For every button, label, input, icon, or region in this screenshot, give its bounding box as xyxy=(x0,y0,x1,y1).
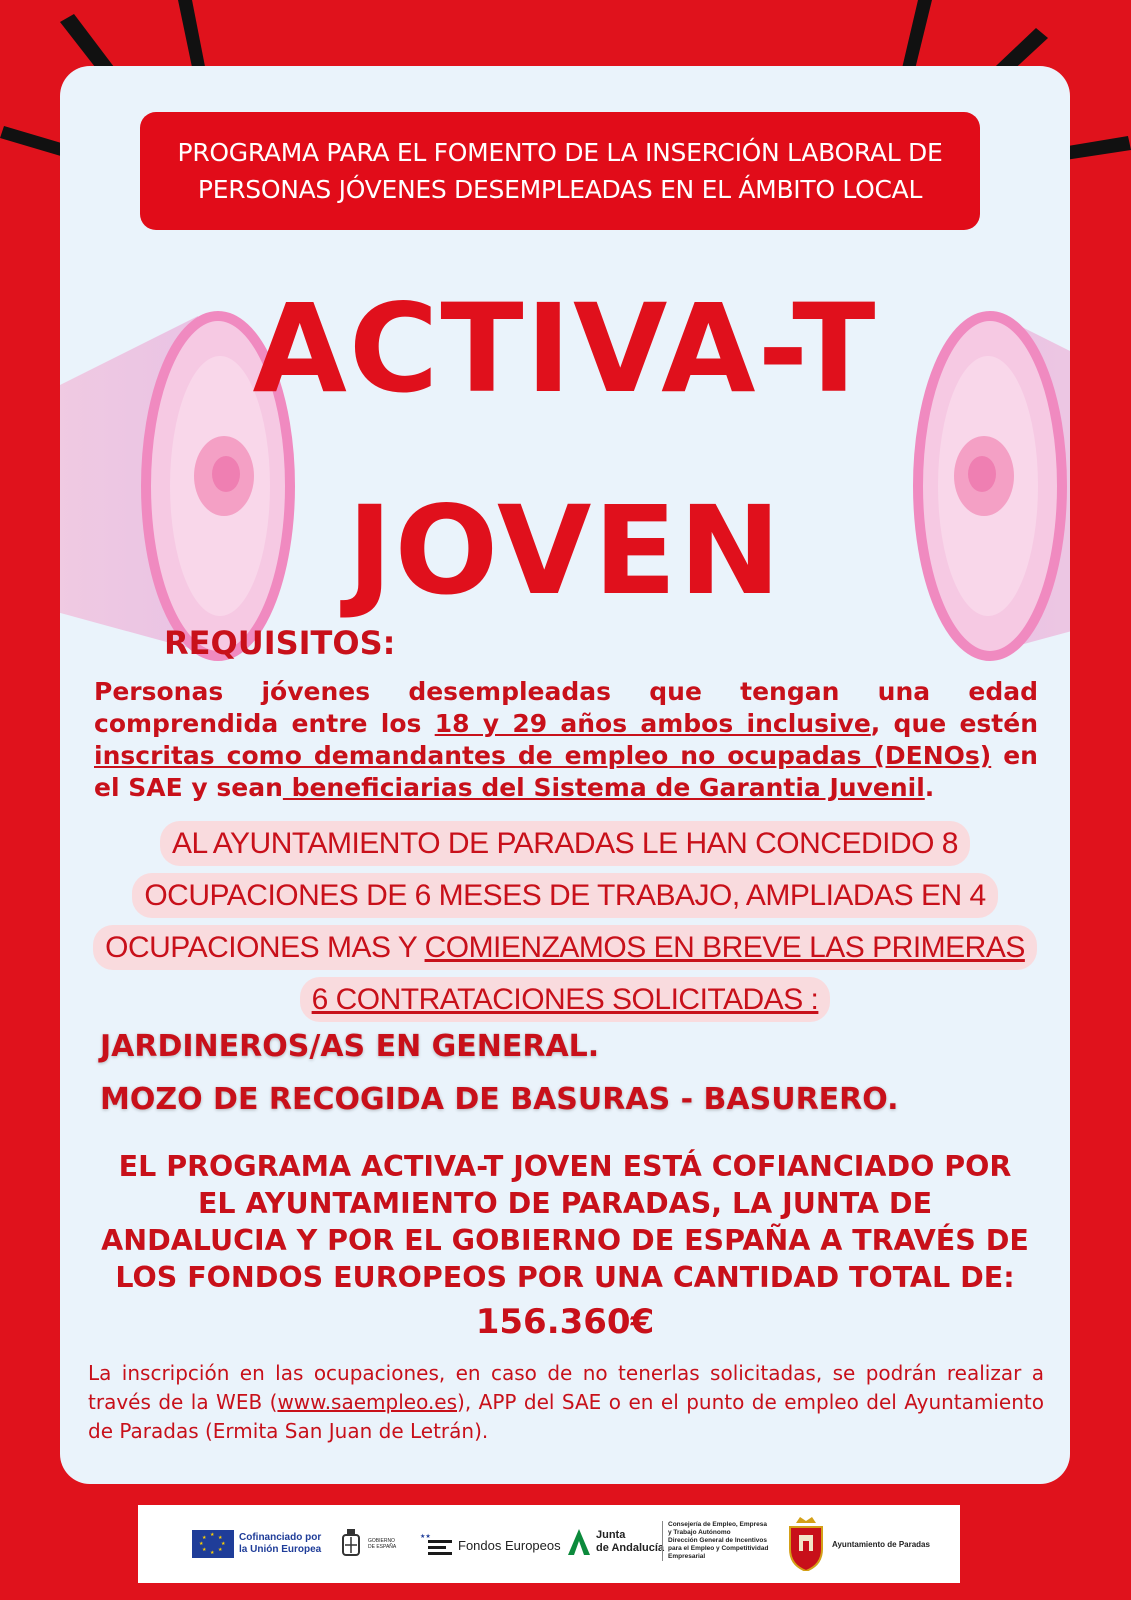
highlight-line-1: AL AYUNTAMIENTO DE PARADAS LE HAN CONCEDIDO 8 xyxy=(160,821,970,866)
fondos-europeos-label: Fondos Europeos xyxy=(458,1537,561,1553)
program-banner xyxy=(140,112,980,230)
title-line-1: ACTIVA-T xyxy=(252,278,878,420)
highlight-line-3-plain: OCUPACIONES MAS Y xyxy=(105,931,425,964)
footer-text-1: La inscripción en las ocupaciones, en caso de no tenerlas solicitadas, se podrán realizar a través de la WEB ( xyxy=(88,1361,1044,1414)
funding-amount: 156.360€ xyxy=(475,1302,655,1342)
funding-line-2: EL AYUNTAMIENTO DE PARADAS, LA JUNTA DE xyxy=(197,1187,933,1220)
req-text-2: , que estén xyxy=(870,709,1039,738)
footer-text-2: ), APP del SAE o en el punto de empleo del Ayuntamiento de Paradas (Ermita San Juan de Letrán). xyxy=(88,1390,1044,1443)
saempleo-link[interactable]: www.saempleo.es xyxy=(277,1390,458,1414)
req-text-3: en el SAE y sean xyxy=(94,741,1038,802)
sponsor-logos-bar xyxy=(138,1505,960,1583)
junta-andalucia-logo xyxy=(566,1527,664,1557)
req-text-4: . xyxy=(924,773,935,802)
highlight-line-3 xyxy=(93,925,1037,970)
fondos-europeos-logo xyxy=(420,1532,561,1558)
req-denos: inscritas como demandantes de empleo no ocupadas (DENOs) xyxy=(94,741,992,770)
consejeria-line-2: y Trabajo Autónomo xyxy=(668,1529,731,1536)
banner-line-1: PROGRAMA PARA EL FOMENTO DE LA INSERCIÓN LABORAL DE xyxy=(177,138,943,167)
poster-card xyxy=(60,66,1070,1484)
highlight-line-4: 6 CONTRATACIONES SOLICITADAS : xyxy=(300,977,831,1022)
job-item-garbage-collector: MOZO DE RECOGIDA DE BASURAS - BASURERO. xyxy=(100,1082,899,1117)
ayuntamiento-logo xyxy=(786,1517,930,1571)
banner-line-2: PERSONAS JÓVENES DESEMPLEADAS EN EL ÁMBITO LOCAL xyxy=(197,175,923,204)
junta-line-2: de Andalucía xyxy=(596,1542,665,1554)
eu-logo-line-1: Cofinanciado por xyxy=(239,1532,322,1543)
req-garantia-juvenil: beneficiarias del Sistema de Garantia Juvenil xyxy=(282,773,925,802)
funding-statement xyxy=(60,1148,1070,1296)
funding-line-4: LOS FONDOS EUROPEOS POR UNA CANTIDAD TOTAL DE: xyxy=(115,1261,1015,1294)
consejeria-logo xyxy=(662,1521,768,1561)
ayuntamiento-label: Ayuntamiento de Paradas xyxy=(832,1539,930,1549)
eu-logo xyxy=(192,1530,321,1558)
gobierno-line-2: DE ESPAÑA xyxy=(368,1544,397,1550)
eu-flag-icon: ★ ★ ★ ★ ★ ★ ★ ★ xyxy=(192,1530,234,1558)
funding-line-1: EL PROGRAMA ACTIVA-T JOVEN ESTÁ COFIANCIADO POR xyxy=(118,1150,1012,1183)
svg-text:★★: ★★ xyxy=(420,1534,431,1540)
req-text-1: Personas jóvenes desempleadas que tengan una edad comprendida entre los xyxy=(94,677,1038,738)
eu-logo-line-2: la Unión Europea xyxy=(239,1544,322,1555)
spain-coat-of-arms-icon xyxy=(338,1527,364,1561)
requisitos-heading: REQUISITOS: xyxy=(164,624,396,662)
consejeria-line-5: Empresarial xyxy=(668,1553,706,1560)
fondos-europeos-icon xyxy=(420,1532,454,1558)
consejeria-line-1: Consejería de Empleo, Empresa xyxy=(668,1521,767,1528)
junta-andalucia-icon xyxy=(566,1527,592,1557)
job-item-gardeners: JARDINEROS/AS EN GENERAL. xyxy=(100,1029,600,1064)
highlight-line-3-underlined: COMIENZAMOS EN BREVE LAS PRIMERAS xyxy=(424,931,1025,964)
junta-line-1: Junta xyxy=(596,1529,626,1541)
funding-line-3: ANDALUCIA Y POR EL GOBIERNO DE ESPAÑA A TRAVÉS DE xyxy=(101,1224,1029,1257)
gobierno-logo xyxy=(338,1527,396,1561)
req-age-range: 18 y 29 años ambos inclusive xyxy=(434,709,871,738)
paradas-coat-of-arms-icon xyxy=(786,1517,826,1571)
highlight-line-2: OCUPACIONES DE 6 MESES DE TRABAJO, AMPLIADAS EN 4 xyxy=(132,873,997,918)
gobierno-line-1: GOBIERNO xyxy=(368,1538,395,1544)
consejeria-line-4: para el Empleo y Competitividad xyxy=(668,1545,769,1552)
title-line-2: JOVEN xyxy=(347,480,783,622)
requisitos-text xyxy=(94,676,1038,804)
concession-highlight xyxy=(80,818,1050,1026)
registration-info xyxy=(88,1359,1044,1446)
consejeria-line-3: Dirección General de Incentivos xyxy=(668,1537,767,1544)
